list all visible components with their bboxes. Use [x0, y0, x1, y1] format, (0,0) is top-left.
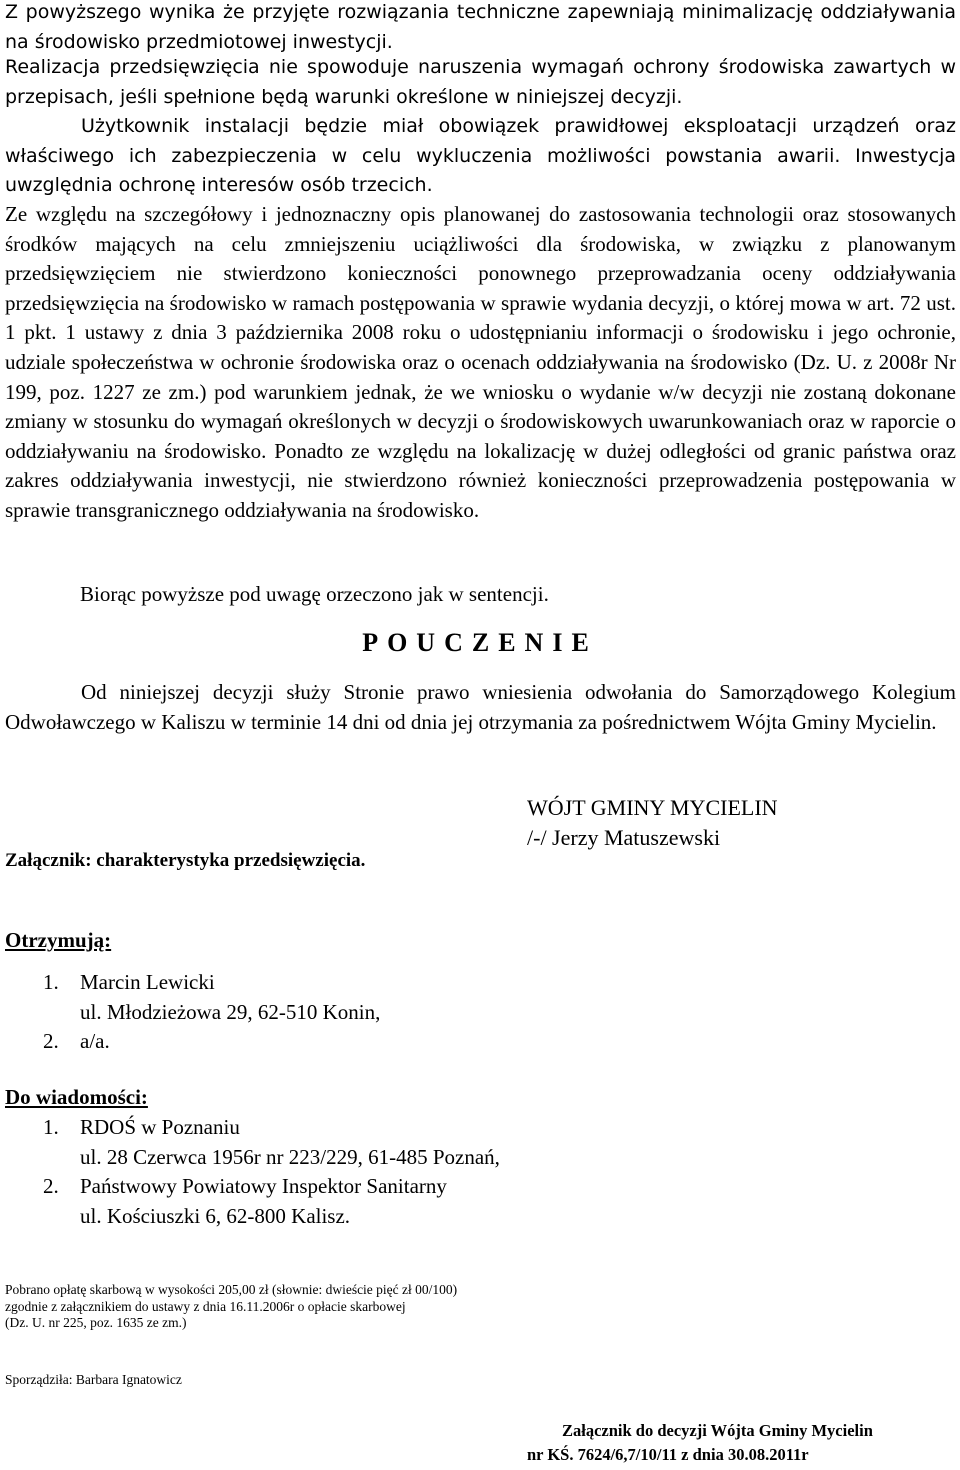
footer-line: Załącznik do decyzji Wójta Gminy Mycielin: [562, 1421, 873, 1440]
list-item-address: ul. Młodzieżowa 29, 62-510 Konin,: [80, 999, 381, 1024]
paragraph-conclusion: Biorąc powyższe pod uwagę orzeczono jak w sentencji.: [80, 582, 549, 606]
signer-name: /-/ Jerzy Matuszewski: [527, 825, 721, 850]
footer-reference: [527, 1419, 873, 1467]
attachment-note: Załącznik: charakterystyka przedsięwzięcia.: [5, 850, 366, 871]
list-item: 2. Państwowy Powiatowy Inspektor Sanitarny: [43, 1174, 447, 1199]
paragraph-requirements: Realizacja przedsięwzięcia nie spowoduje naruszenia wymagań ochrony środowiska zawartych w przepisach, jeśli spełnione będą warunki określone w niniejszej decyzji.: [5, 56, 956, 108]
pouczenie-text: Od niniejszej decyzji służy Stronie prawo wniesienia odwołania do Samorządowego Kolegium Odwoławczego w Kaliszu w terminie 14 dni od dnia jej otrzymania za pośrednictwem Wójta Gminy Mycielin.: [5, 680, 956, 734]
cc-list: [43, 1113, 500, 1231]
footer-line: nr KŚ. 7624/6,7/10/11 z dnia 30.08.2011r: [527, 1445, 809, 1464]
list-item: 1. Marcin Lewicki: [43, 970, 215, 994]
list-item: 1. RDOŚ w Poznaniu: [43, 1115, 240, 1139]
fee-note-line: zgodnie z załącznikiem do ustawy z dnia 16.11.2006r o opłacie skarbowej: [5, 1298, 406, 1314]
prepared-by: Sporządziła: Barbara Ignatowicz: [5, 1372, 182, 1387]
fee-note-line: Pobrano opłatę skarbową w wysokości 205,00 zł (słownie: dwieście pięć zł 00/100): [5, 1282, 458, 1297]
recipients-list: [43, 968, 380, 1057]
signer-title: WÓJT GMINY MYCIELIN: [527, 795, 778, 820]
list-item-address: ul. 28 Czerwca 1956r nr 223/229, 61-485 Poznań,: [80, 1144, 500, 1169]
pouczenie-title: POUCZENIE: [362, 628, 598, 657]
cc-heading: Do wiadomości:: [5, 1085, 148, 1109]
paragraph-user-obligations: Użytkownik instalacji będzie miał obowiązek prawidłowej eksploatacji urządzeń oraz właściwego ich zabezpieczenia w celu wykluczenia możliwości powstania awarii. Inwestycja uwzględnia ochronę interesów osób trzecich.: [5, 115, 956, 197]
paragraph-minimization: Z powyższego wynika że przyjęte rozwiązania techniczne zapewniają minimalizację oddziaływania na środowisko przedmiotowej inwestycji.: [5, 1, 956, 53]
list-item: 2. a/a.: [43, 1029, 110, 1054]
fee-note: [5, 1282, 457, 1332]
recipients-heading: Otrzymują:: [5, 928, 112, 952]
list-item-address: ul. Kościuszki 6, 62-800 Kalisz.: [80, 1203, 351, 1228]
paragraph-assessment: Ze względu na szczegółowy i jednoznaczny opis planowanej do zastosowania technologii oraz stosowanych środków mających na celu zmniejszeniu uciążliwości dla środowiska, w związku z planowanym przedsięwzięciem nie stwierdzono konieczności ponownego przeprowadzania oceny oddziaływania przedsięwzięcia na środowisko w ramach postępowania w sprawie wydania decyzji, o której mowa w art. 72 ust. 1 pkt. 1 ustawy z dnia 3 października 2008 roku o udostępnianiu informacji o środowisku i jego ochronie, udziale społeczeństwa w ochronie środowiska oraz o ocenach oddziaływania na środowisko (Dz. U. z 2008r Nr 199, poz. 1227 ze zm.) pod warunkiem jednak, że we wniosku o wydanie w/w decyzji nie zostaną dokonane zmiany w stosunku do wymagań określonych w decyzji o środowiskowych uwarunkowaniach oraz w raporcie o oddziaływaniu na środowisko. Ponadto ze względu na lokalizację w dużej odległości od granic państwa oraz zakres oddziaływania inwestycji, nie stwierdzono również konieczności przeprowadzenia postępowania w sprawie transgranicznego oddziaływania na środowisko.: [5, 202, 956, 522]
fee-note-line: (Dz. U. nr 225, poz. 1635 ze zm.): [5, 1315, 187, 1330]
